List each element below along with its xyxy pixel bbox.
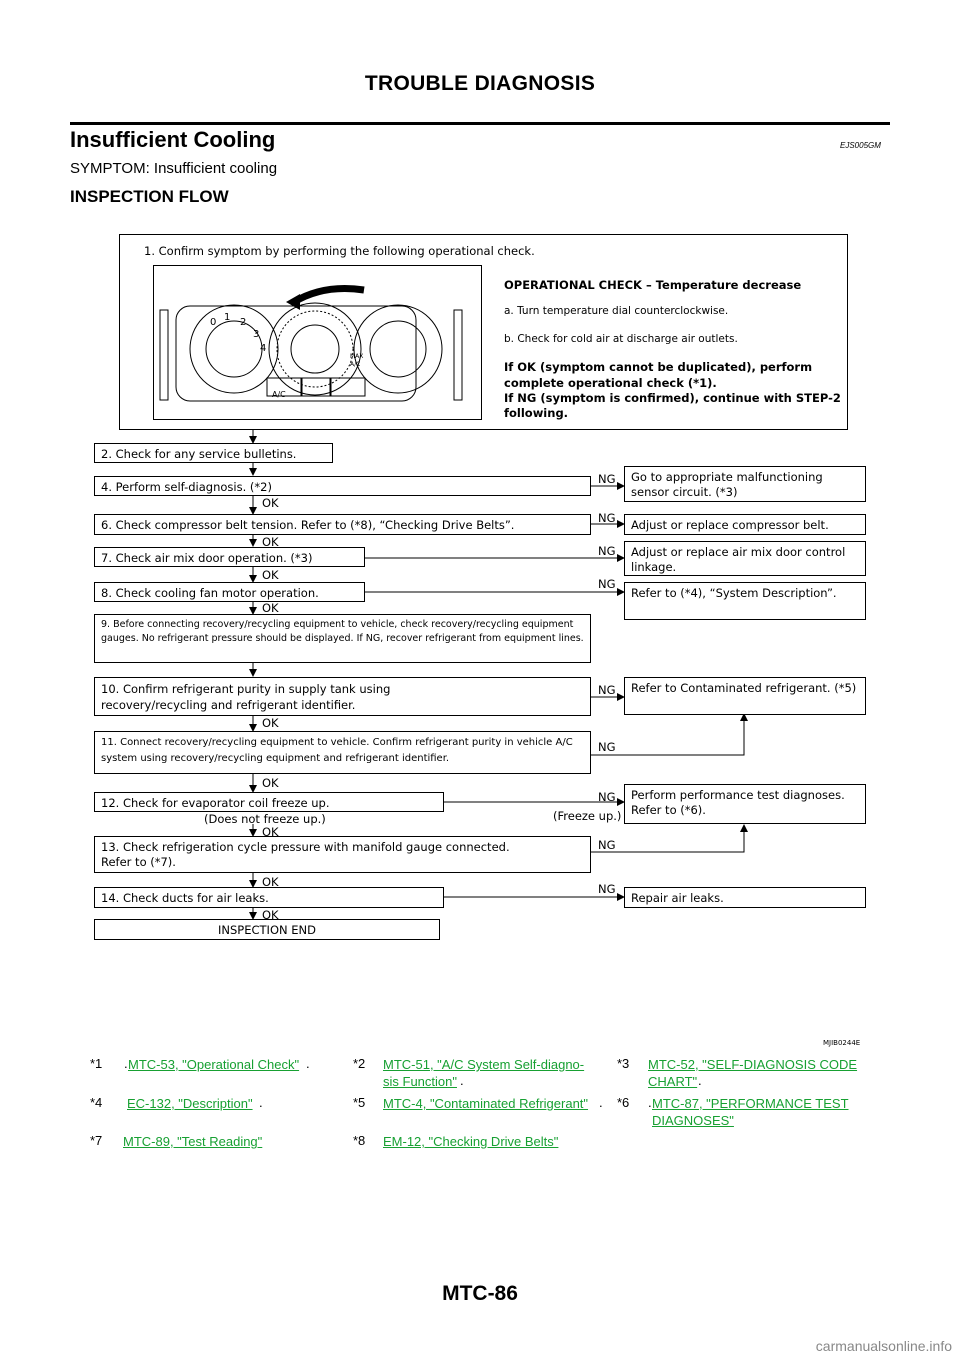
- footnote-mark-7: *7: [90, 1133, 103, 1148]
- ng-step-14-box: Repair air leaks.: [624, 887, 866, 908]
- footnote-link-7[interactable]: MTC-89, "Test Reading": [123, 1134, 263, 1149]
- ng-label-11: NG: [598, 740, 616, 754]
- step-1-text: 1. Confirm symptom by performing the following operational check.: [144, 244, 535, 258]
- ng-label-12: NG: [598, 790, 616, 804]
- watermark-text: carmanualsonline.info: [815, 1338, 952, 1354]
- ng-label-6: NG: [598, 511, 616, 525]
- ng-step-8-box: Refer to (*4), “System Description”.: [624, 582, 866, 620]
- not-freeze-label: (Does not freeze up.): [204, 812, 326, 826]
- page-number: MTC-86: [442, 1282, 518, 1305]
- page-header-title: TROUBLE DIAGNOSIS: [364, 72, 596, 95]
- footnote-link-2[interactable]: MTC-51, "A/C System Self-diagno-sis Function": [383, 1057, 585, 1089]
- footnote-2-suffix: .: [460, 1073, 464, 1088]
- step-6-box: 6. Check compressor belt tension. Refer to (*8), “Checking Drive Belts”.: [94, 514, 591, 535]
- step-7-box: 7. Check air mix door operation. (*3): [94, 547, 365, 567]
- footnote-3-suffix: .: [698, 1073, 702, 1088]
- ng-label-14: NG: [598, 882, 616, 896]
- footnote-link-1[interactable]: MTC-53, "Operational Check": [128, 1057, 300, 1072]
- ok-label-12: OK: [262, 825, 279, 839]
- ok-label-4: OK: [262, 496, 279, 510]
- ng-label-7: NG: [598, 544, 616, 558]
- step-9-box: 9. Before connecting recovery/recycling equipment to vehicle, check recovery/recycling equipment gauges. No refrigerant pressure should be displayed. If NG, recover refrigerant from equipment lines.: [94, 614, 591, 663]
- footnote-mark-6: *6: [617, 1095, 630, 1110]
- section-code: EJS005GM: [840, 141, 881, 150]
- step-11-box: 11. Connect recovery/recycling equipment to vehicle. Confirm refrigerant purity in vehicle A/C system using recovery/recycling equipment and refrigerant identifier.: [94, 731, 591, 774]
- step-1-box: [119, 234, 848, 430]
- footnote-mark-8: *8: [353, 1133, 366, 1148]
- step-2-box: 2. Check for any service bulletins.: [94, 443, 333, 463]
- control-panel-illustration: [153, 265, 482, 420]
- figure-id: MJIB0244E: [823, 1039, 861, 1047]
- max-label: MAX: [350, 353, 364, 360]
- ng-step-7-box: Adjust or replace air mix door control linkage.: [624, 541, 866, 576]
- ok-label-11: OK: [262, 776, 279, 790]
- ac-small-label: A/C: [350, 361, 361, 368]
- dial-mark-0: 0: [210, 317, 217, 328]
- ok-label-13: OK: [262, 875, 279, 889]
- step-14-box: 14. Check ducts for air leaks.: [94, 887, 444, 908]
- dial-mark-4: 4: [260, 343, 267, 354]
- ok-label-7: OK: [262, 568, 279, 582]
- dial-mark-1: 1: [224, 312, 231, 323]
- ac-button-label: A/C: [272, 390, 286, 399]
- footnote-5-suffix: .: [599, 1095, 603, 1110]
- operational-step-b: b. Check for cold air at discharge air outlets.: [504, 333, 738, 345]
- footnote-link-5[interactable]: MTC-4, "Contaminated Refrigerant": [383, 1096, 589, 1111]
- step-4-box: 4. Perform self-diagnosis. (*2): [94, 476, 591, 496]
- symptom-text: SYMPTOM: Insufficient cooling: [70, 160, 278, 177]
- step-10-box: 10. Confirm refrigerant purity in supply tank using recovery/recycling and refrigerant identifier.: [94, 677, 591, 716]
- result-ng-line-1: If NG (symptom is confirmed), continue with STEP-2: [504, 391, 841, 405]
- inspection-end-box: INSPECTION END: [94, 919, 440, 940]
- footnote-4-suffix: .: [259, 1095, 263, 1110]
- ng-step-12-box: Perform performance test diagnoses. Refer to (*6).: [624, 784, 866, 824]
- footnote-link-6[interactable]: MTC-87, "PERFORMANCE TEST DIAGNOSES": [652, 1096, 849, 1128]
- footnote-link-4[interactable]: EC-132, "Description": [127, 1096, 253, 1111]
- ng-step-10-box: Refer to Contaminated refrigerant. (*5): [624, 677, 866, 715]
- freeze-label: (Freeze up.): [553, 809, 622, 823]
- section-title: Insufficient Cooling: [70, 127, 276, 152]
- footnote-mark-3: *3: [617, 1056, 630, 1071]
- step-8-box: 8. Check cooling fan motor operation.: [94, 582, 365, 602]
- ng-label-8: NG: [598, 577, 616, 591]
- ng-label-4: NG: [598, 472, 616, 486]
- ok-label-8: OK: [262, 601, 279, 615]
- inspection-flow-title: INSPECTION FLOW: [70, 187, 229, 206]
- ok-label-6: OK: [262, 535, 279, 549]
- dial-mark-3: 3: [253, 329, 260, 340]
- footnote-mark-4: *4: [90, 1095, 103, 1110]
- footnote-mark-5: *5: [353, 1095, 366, 1110]
- ok-label-10: OK: [262, 716, 279, 730]
- footnote-link-3[interactable]: MTC-52, "SELF-DIAGNOSIS CODE CHART": [648, 1057, 858, 1089]
- ng-label-10: NG: [598, 683, 616, 697]
- footnote-6-prefix: .: [648, 1095, 652, 1110]
- result-ok-line-2: complete operational check (*1).: [504, 376, 717, 390]
- footnote-1-suffix: .: [306, 1056, 310, 1071]
- operational-check-title: OPERATIONAL CHECK – Temperature decrease: [504, 278, 802, 292]
- ng-step-6-box: Adjust or replace compressor belt.: [624, 514, 866, 535]
- dial-mark-2: 2: [240, 317, 247, 328]
- step-12-box: 12. Check for evaporator coil freeze up.: [94, 792, 444, 812]
- footnote-link-8[interactable]: EM-12, "Checking Drive Belts": [383, 1134, 559, 1149]
- control-panel-drawing: [154, 266, 481, 419]
- ok-label-14: OK: [262, 908, 279, 922]
- step-13-box: 13. Check refrigeration cycle pressure with manifold gauge connected. Refer to (*7).: [94, 836, 591, 873]
- operational-step-a: a. Turn temperature dial counterclockwise.: [504, 305, 729, 317]
- footnote-mark-2: *2: [353, 1056, 366, 1071]
- ng-step-4-box: Go to appropriate malfunctioning sensor circuit. (*3): [624, 466, 866, 502]
- footnote-1-prefix: .: [124, 1056, 128, 1071]
- footnote-mark-1: *1: [90, 1056, 103, 1071]
- result-ok-line-1: If OK (symptom cannot be duplicated), perform: [504, 360, 813, 374]
- result-ng-line-2: following.: [504, 406, 569, 420]
- ng-label-13: NG: [598, 838, 616, 852]
